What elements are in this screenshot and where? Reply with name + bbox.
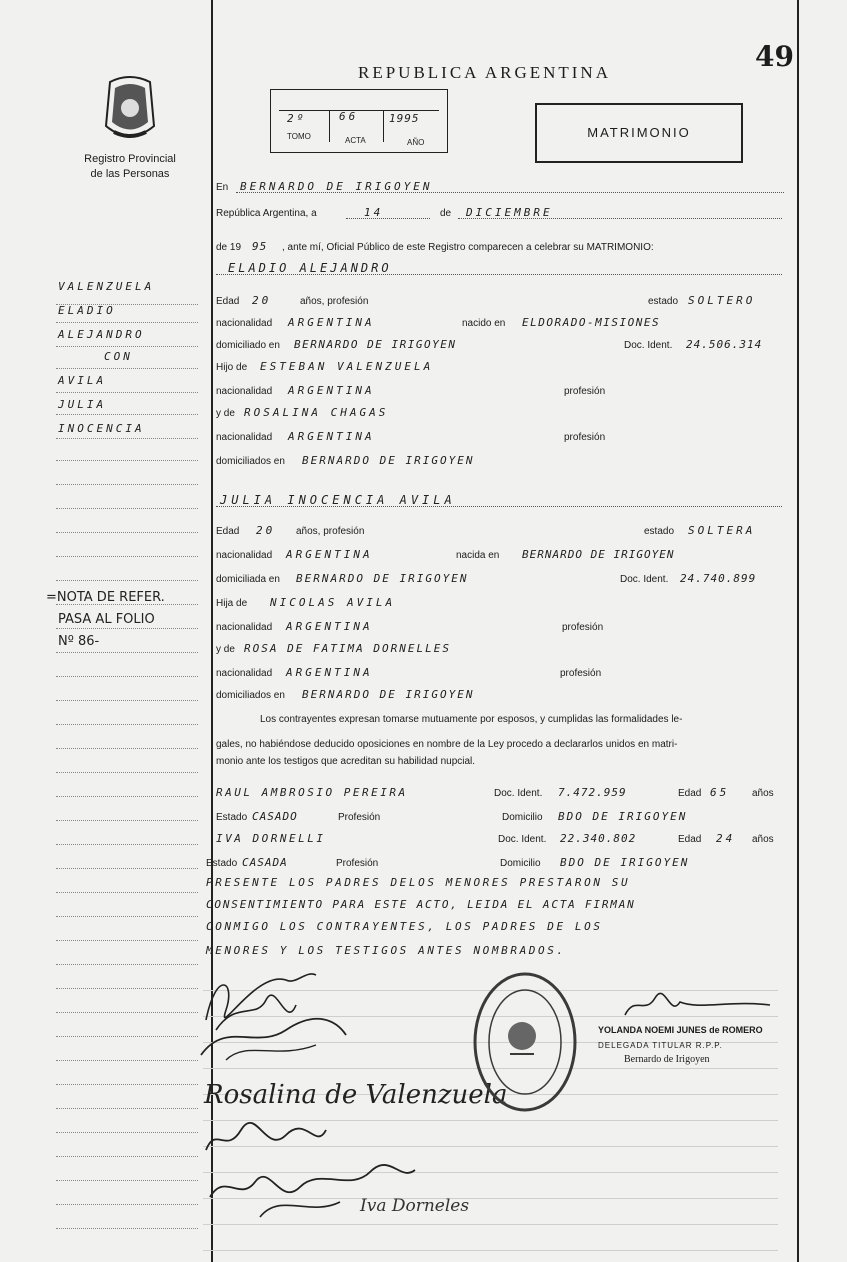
margin-name-5: JULIA (58, 398, 107, 411)
witness1-domicilio: BDO DE IRIGOYEN (558, 810, 688, 823)
groom-nac: ARGENTINA (288, 316, 375, 329)
right-border (797, 0, 799, 1262)
bride-doc: 24.740.899 (680, 572, 757, 585)
bride-estado: SOLTERA (688, 524, 756, 537)
witness2-domicilio-label: Domicilio (500, 858, 541, 869)
groom-mother-prof-label: profesión (564, 432, 606, 443)
witness1-doc: 7.472.959 (558, 786, 627, 799)
bride-nacida: BERNARDO DE IRIGOYEN (522, 548, 675, 561)
bride-mother-nac: ARGENTINA (286, 666, 373, 679)
bride-nac: ARGENTINA (286, 548, 373, 561)
bride-mother-nac-label: nacionalidad (216, 668, 273, 679)
bride-estado-label: estado (644, 526, 675, 537)
bride-father-nac: ARGENTINA (286, 620, 373, 633)
bride-mother: ROSA DE FATIMA DORNELLES (244, 642, 451, 655)
bride-father: NICOLAS AVILA (270, 596, 396, 609)
official-title: DELEGADA TITULAR R.P.P. (598, 1041, 723, 1050)
bride-yde-label: y de (216, 644, 235, 655)
bride-father-nac-label: nacionalidad (216, 622, 273, 633)
registry-name-line2: de las Personas (90, 168, 170, 180)
margin-name-3: CON (104, 350, 133, 363)
tomo-label: TOMO (287, 132, 311, 141)
bride-dom-label: domiciliada en (216, 574, 280, 585)
official-name: YOLANDA NOEMI JUNES de ROMERO (598, 1025, 763, 1035)
witness2-edad-label: Edad (678, 834, 702, 845)
witness1-anos: años (752, 788, 774, 799)
groom-father-nac: ARGENTINA (288, 384, 375, 397)
signature-scribbles-icon (196, 960, 356, 1070)
bride-dom: BERNARDO DE IRIGOYEN (296, 572, 469, 585)
groom-parents-dom-label: domiciliados en (216, 456, 285, 467)
groom-dom-label: domiciliado en (216, 340, 280, 351)
witness2-profesion-label: Profesión (336, 858, 379, 869)
witness1-domicilio-label: Domicilio (502, 812, 543, 823)
margin-note-line2: PASA AL FOLIO (58, 612, 155, 627)
declaration-line2: gales, no habiéndose deducido oposiciones en nombre de la Ley procedo a declararlos unidos en matri- (216, 739, 678, 750)
groom-parents-dom: BERNARDO DE IRIGOYEN (302, 454, 475, 467)
witness2-doc: 22.340.802 (560, 832, 637, 845)
ano-label: AÑO (407, 138, 425, 147)
signature-iva: Iva Dorneles (360, 1196, 470, 1216)
registry-name (20, 152, 240, 182)
note-line4: MENORES Y LOS TESTIGOS ANTES NOMBRADOS. (206, 944, 566, 957)
intro-statement: , ante mí, Oficial Público de este Registro comparecen a celebrar su MATRIMONIO: (282, 242, 654, 253)
registry-seal-icon (100, 74, 160, 144)
ano-value: 1995 (389, 112, 420, 125)
bride-doc-label: Doc. Ident. (620, 574, 669, 585)
witness1-edad-label: Edad (678, 788, 702, 799)
bride-mother-prof-label: profesión (560, 668, 602, 679)
groom-anos-profesion: años, profesión (300, 296, 369, 307)
acta-value: 66 (339, 110, 359, 123)
groom-nac-label: nacionalidad (216, 318, 273, 329)
bride-nacida-label: nacida en (456, 550, 500, 561)
witness1-doc-label: Doc. Ident. (494, 788, 543, 799)
signature-scribble2-icon (196, 1120, 336, 1160)
witness2-domicilio: BDO DE IRIGOYEN (560, 856, 690, 869)
declaration-line3: monio ante los testigos que acreditan su habilidad nupcial. (216, 756, 476, 767)
margin-note-line1: =NOTA DE REFER. (46, 590, 165, 605)
bride-father-prof-label: profesión (562, 622, 604, 633)
year-prefix: de 19 (216, 242, 242, 253)
groom-doc: 24.506.314 (686, 338, 763, 351)
page-number: 49 (755, 40, 794, 73)
groom-nacido: ELDORADO-MISIONES (522, 316, 661, 329)
bride-edad-label: Edad (216, 526, 240, 537)
witness1-edad: 65 (710, 786, 730, 799)
margin-name-0: VALENZUELA (58, 280, 155, 293)
bride-parents-dom: BERNARDO DE IRIGOYEN (302, 688, 475, 701)
margin-divider (211, 0, 213, 1262)
witness1-profesion-label: Profesión (338, 812, 381, 823)
bride-nac-label: nacionalidad (216, 550, 273, 561)
declaration-line1: Los contrayentes expresan tomarse mutuamente por esposos, y cumplidas las formalidades le- (260, 714, 683, 725)
official-signature-icon (620, 990, 780, 1022)
groom-father: ESTEBAN VALENZUELA (260, 360, 434, 373)
witness1-estado-label: Estado (216, 812, 248, 823)
groom-father-prof-label: profesión (564, 386, 606, 397)
groom-edad: 20 (252, 294, 272, 307)
groom-dom: BERNARDO DE IRIGOYEN (294, 338, 457, 351)
record-type-box: MATRIMONIO (535, 103, 743, 163)
en-value: BERNARDO DE IRIGOYEN (240, 180, 433, 193)
bride-anos-profesion: años, profesión (296, 526, 365, 537)
note-line3: CONMIGO LOS CONTRAYENTES, LOS PADRES DE LOS (206, 920, 603, 933)
margin-name-4: AVILA (58, 374, 107, 387)
official-place: Bernardo de Irigoyen (624, 1054, 710, 1065)
official-stamp-icon (470, 970, 580, 1115)
signature-rosalina: Rosalina de Valenzuela (204, 1080, 508, 1110)
groom-estado: SOLTERO (688, 294, 756, 307)
year-suffix: 95 (252, 240, 268, 253)
bride-hija-label: Hija de (216, 598, 248, 609)
margin-name-6: INOCENCIA (58, 422, 145, 435)
groom-mother-nac: ARGENTINA (288, 430, 375, 443)
witness2-doc-label: Doc. Ident. (498, 834, 547, 845)
groom-mother: ROSALINA CHAGAS (244, 406, 389, 419)
month-value: DICIEMBRE (466, 206, 553, 219)
day-value: 14 (364, 206, 384, 219)
witness1-estado: CASADO (252, 810, 298, 823)
witness1-name: RAUL AMBROSIO PEREIRA (216, 786, 408, 799)
registry-name-line1: Registro Provincial (84, 153, 176, 165)
margin-name-2: ALEJANDRO (58, 328, 145, 341)
groom-father-nac-label: nacionalidad (216, 386, 273, 397)
en-label: En (216, 182, 229, 193)
note-line1: PRESENTE LOS PADRES DELOS MENORES PRESTARON SU (206, 876, 631, 889)
groom-doc-label: Doc. Ident. (624, 340, 673, 351)
groom-hijo-label: Hijo de (216, 362, 248, 373)
witness2-estado: CASADA (242, 856, 288, 869)
act-box (270, 89, 448, 153)
margin-note-line3: Nº 86- (58, 634, 100, 649)
note-line2: CONSENTIMIENTO PARA ESTE ACTO, LEIDA EL ACTA FIRMAN (206, 898, 636, 911)
groom-edad-label: Edad (216, 296, 240, 307)
groom-nacido-label: nacido en (462, 318, 506, 329)
witness2-edad: 24 (716, 832, 736, 845)
country-title: REPUBLICA ARGENTINA (358, 63, 611, 82)
tomo-value: 2º (287, 112, 307, 125)
groom-mother-nac-label: nacionalidad (216, 432, 273, 443)
margin-name-1: ELADIO (58, 304, 116, 317)
bride-edad: 20 (256, 524, 276, 537)
de-label: de (440, 208, 452, 219)
acta-label: ACTA (345, 136, 366, 145)
republica-label: República Argentina, a (216, 208, 317, 219)
witness2-estado-label: Estado (206, 858, 238, 869)
bride-parents-dom-label: domiciliados en (216, 690, 285, 701)
witness2-anos: años (752, 834, 774, 845)
groom-yde-label: y de (216, 408, 235, 419)
witness2-name: IVA DORNELLI (216, 832, 326, 845)
bride-name: JULIA INOCENCIA AVILA (220, 493, 456, 507)
groom-estado-label: estado (648, 296, 679, 307)
groom-name: ELADIO ALEJANDRO (228, 261, 392, 275)
